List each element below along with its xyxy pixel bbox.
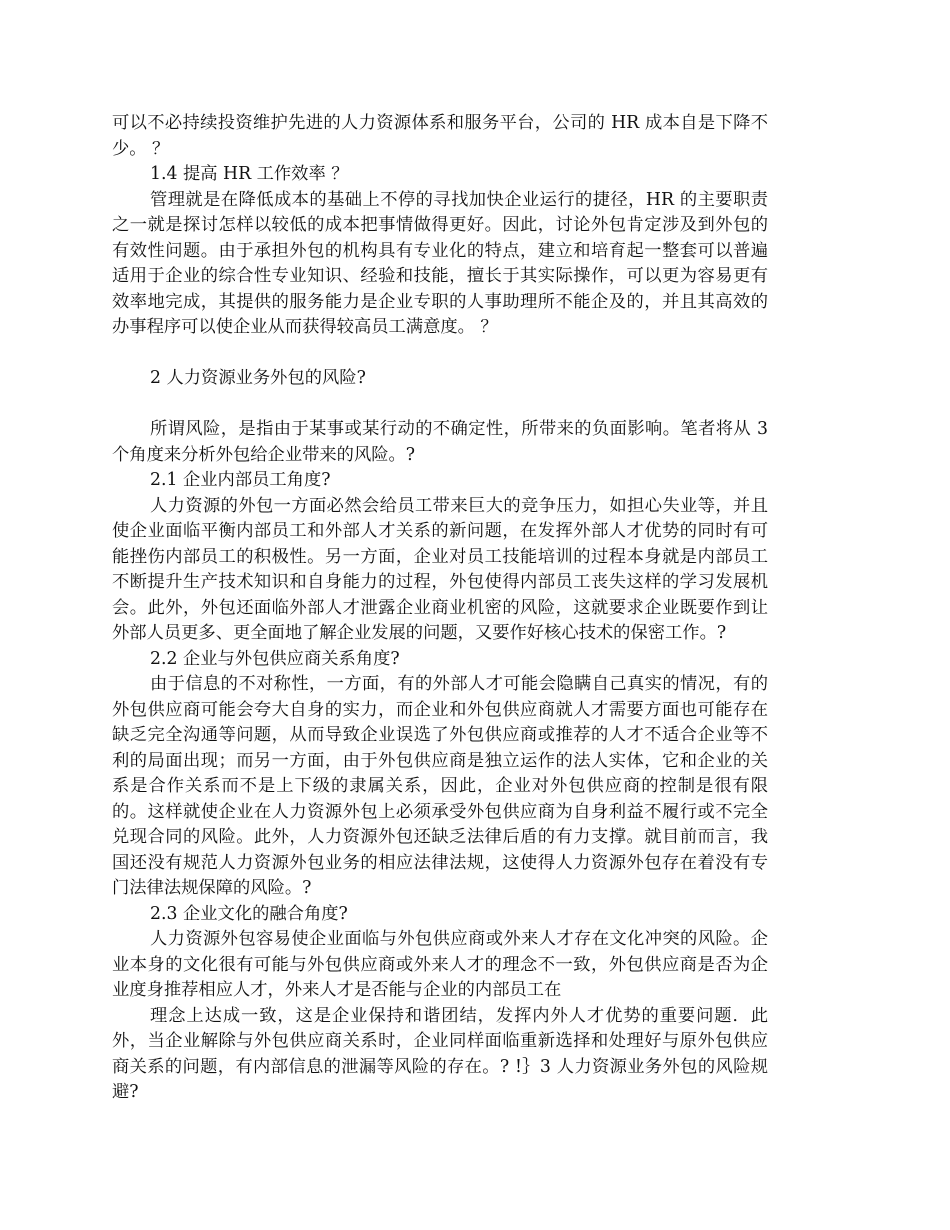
paragraph-culture-risk-continued: 理念上达成一致，这是企业保持和谐团结，发挥内外人才优势的重要问题．此外，当企业解除与外包供应商关系时，企业同样面临重新选择和处理好与原外包供应商关系的问题，有内部信息的泄漏等风险的存在。? !｝3 人力资源业务外包的风险规避?	[112, 1005, 768, 1102]
paragraph-culture-risk: 人力资源外包容易使企业面临与外包供应商或外来人才存在文化冲突的风险。企业本身的文化很有可能与外包供应商或外来人才的理念不一致，外包供应商是否为企业度身推荐相应人才，外来人才是否能与企业的内部员工在	[112, 929, 768, 1000]
paragraph-employee-risk: 人力资源的外包一方面必然会给员工带来巨大的竞争压力，如担心失业等，并且使企业面临平衡内部员工和外部人才关系的新问题，在发挥外部人才优势的同时有可能挫伤内部员工的积极性。另一方面，企业对员工技能培训的过程本身就是内部员工不断提升生产技术知识和自身能力的过程，外包使得内部员工丧失这样的学习发展机会。此外，外包还面临外部人才泄露企业商业机密的风险，这就要求企业既要作到让外部人员更多、更全面地了解企业发展的问题，又要作好核心技术的保密工作。?	[112, 495, 768, 643]
blank-line	[112, 341, 768, 367]
blank-line	[112, 392, 768, 418]
heading-2-2: 2.2 企业与外包供应商关系角度?	[150, 648, 400, 669]
paragraph-efficiency: 管理就是在降低成本的基础上不停的寻找加快企业运行的捷径，HR 的主要职责之一就是探讨怎样以较低的成本把事情做得更好。因此，讨论外包肯定涉及到外包的有效性问题。由于承担外包的机构具有专业化的特点，建立和培育起一整套可以普遍适用于企业的综合性专业知识、经验和技能，擅长于其实际操作，可以更为容易更有效率地完成，其提供的服务能力是企业专职的人事助理所不能企及的，并且其高效的办事程序可以使企业从而获得较高员工满意度。 ？	[112, 189, 768, 337]
document-page	[112, 111, 768, 1106]
heading-2-1: 2.1 企业内部员工角度?	[150, 470, 331, 490]
heading-2: 2 人力资源业务外包的风险?	[150, 368, 366, 388]
paragraph-risk-definition: 所谓风险，是指由于某事或某行动的不确定性，所带来的负面影响。笔者将从 3 个角度来分析外包给企业带来的风险。?	[112, 419, 768, 465]
heading-1-4: 1.4 提高 HR 工作效率 ？	[150, 164, 349, 184]
paragraph-intro: 可以不必持续投资维护先进的人力资源体系和服务平台，公司的 HR 成本自是下降不少。 ？	[112, 113, 768, 159]
heading-2-3: 2.3 企业文化的融合角度?	[150, 903, 348, 924]
paragraph-supplier-risk: 由于信息的不对称性，一方面，有的外部人才可能会隐瞒自己真实的情况，有的外包供应商可能会夸大自身的实力，而企业和外包供应商就人才需要方面也可能存在缺乏完全沟通等问题，从而导致企业误选了外包供应商或推荐的人才不适合企业等不利的局面出现；而另一方面，由于外包供应商是独立运作的法人实体，它和企业的关系是合作关系而不是上下级的隶属关系，因此，企业对外包供应商的控制是很有限的。这样就使企业在人力资源外包上必须承受外包供应商为自身利益不履行或不完全兑现合同的风险。此外，人力资源外包还缺乏法律后盾的有力支撑。就目前而言，我国还没有规范人力资源外包业务的相应法律法规，这使得人力资源外包存在着没有专门法律法规保障的风险。?	[112, 674, 768, 898]
